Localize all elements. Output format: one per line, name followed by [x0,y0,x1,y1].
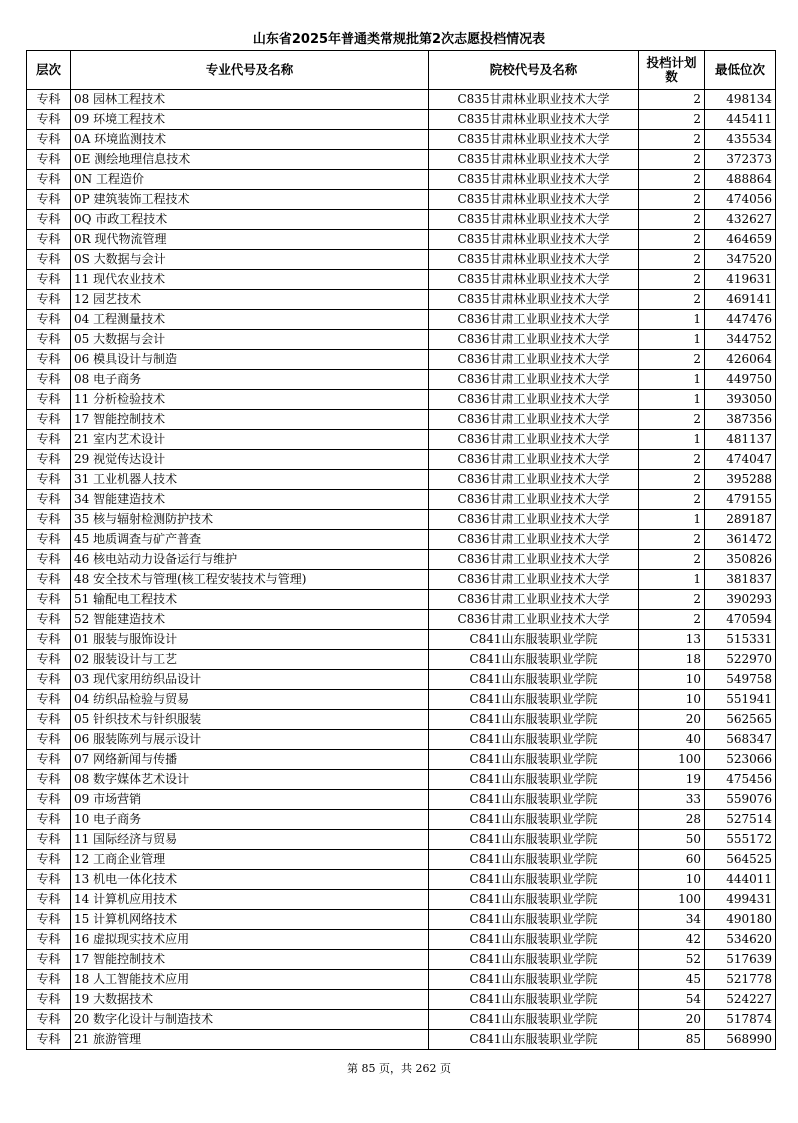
cell-level: 专科 [27,530,71,550]
table-row [27,510,776,530]
cell-level: 专科 [27,330,71,350]
table-row [27,670,776,690]
cell-major: 0N 工程造价 [71,170,429,190]
table-row [27,650,776,670]
cell-rank: 498134 [705,90,776,110]
cell-plan: 54 [639,990,705,1010]
table-row [27,410,776,430]
cell-school: C841山东服装职业学院 [429,870,639,890]
table-row [27,310,776,330]
cell-school: C836甘肃工业职业技术大学 [429,330,639,350]
cell-plan: 40 [639,730,705,750]
cell-school: C836甘肃工业职业技术大学 [429,410,639,430]
cell-plan: 2 [639,130,705,150]
header-school: 院校代号及名称 [429,51,639,90]
cell-plan: 2 [639,490,705,510]
cell-rank: 568347 [705,730,776,750]
cell-rank: 464659 [705,230,776,250]
page-footer: 第 85 页，共 262 页 [347,1062,451,1075]
cell-school: C835甘肃林业职业技术大学 [429,230,639,250]
table-row [27,870,776,890]
cell-major: 17 智能控制技术 [71,950,429,970]
cell-rank: 435534 [705,130,776,150]
cell-level: 专科 [27,170,71,190]
cell-rank: 499431 [705,890,776,910]
cell-major: 20 数字化设计与制造技术 [71,1010,429,1030]
cell-level: 专科 [27,550,71,570]
cell-rank: 426064 [705,350,776,370]
cell-plan: 2 [639,530,705,550]
cell-level: 专科 [27,270,71,290]
cell-rank: 523066 [705,750,776,770]
cell-level: 专科 [27,210,71,230]
cell-school: C841山东服装职业学院 [429,690,639,710]
cell-school: C836甘肃工业职业技术大学 [429,530,639,550]
cell-plan: 2 [639,150,705,170]
cell-plan: 45 [639,970,705,990]
header-plan-label: 投档计划数 [646,55,697,84]
cell-school: C836甘肃工业职业技术大学 [429,610,639,630]
cell-school: C835甘肃林业职业技术大学 [429,210,639,230]
cell-rank: 517874 [705,1010,776,1030]
cell-major: 29 视觉传达设计 [71,450,429,470]
table-row [27,450,776,470]
cell-major: 02 服装设计与工艺 [71,650,429,670]
cell-rank: 419631 [705,270,776,290]
cell-plan: 2 [639,290,705,310]
cell-school: C841山东服装职业学院 [429,850,639,870]
cell-level: 专科 [27,250,71,270]
cell-level: 专科 [27,410,71,430]
cell-plan: 2 [639,450,705,470]
cell-major: 01 服装与服饰设计 [71,630,429,650]
cell-plan: 50 [639,830,705,850]
cell-plan: 1 [639,510,705,530]
cell-rank: 395288 [705,470,776,490]
cell-major: 0P 建筑装饰工程技术 [71,190,429,210]
cell-rank: 481137 [705,430,776,450]
table-row [27,790,776,810]
table-header-row [27,51,776,90]
table-row [27,250,776,270]
cell-level: 专科 [27,910,71,930]
table-row [27,470,776,490]
cell-school: C841山东服装职业学院 [429,810,639,830]
cell-plan: 2 [639,230,705,250]
header-plan [639,51,705,90]
cell-plan: 2 [639,170,705,190]
cell-school: C841山东服装职业学院 [429,770,639,790]
cell-plan: 13 [639,630,705,650]
table-row [27,550,776,570]
table-row [27,970,776,990]
cell-plan: 1 [639,310,705,330]
cell-major: 08 园林工程技术 [71,90,429,110]
cell-school: C835甘肃林业职业技术大学 [429,110,639,130]
cell-school: C841山东服装职业学院 [429,930,639,950]
cell-school: C836甘肃工业职业技术大学 [429,510,639,530]
cell-major: 19 大数据技术 [71,990,429,1010]
cell-school: C841山东服装职业学院 [429,750,639,770]
cell-plan: 28 [639,810,705,830]
table-body [27,90,776,1050]
cell-major: 10 电子商务 [71,810,429,830]
cell-rank: 390293 [705,590,776,610]
cell-major: 52 智能建造技术 [71,610,429,630]
cell-school: C836甘肃工业职业技术大学 [429,490,639,510]
cell-major: 0R 现代物流管理 [71,230,429,250]
table-row [27,630,776,650]
cell-plan: 10 [639,870,705,890]
cell-major: 51 输配电工程技术 [71,590,429,610]
cell-plan: 2 [639,610,705,630]
table-row [27,1030,776,1050]
cell-school: C841山东服装职业学院 [429,650,639,670]
cell-level: 专科 [27,890,71,910]
table-row [27,90,776,110]
cell-rank: 524227 [705,990,776,1010]
cell-rank: 432627 [705,210,776,230]
cell-level: 专科 [27,390,71,410]
cell-rank: 515331 [705,630,776,650]
cell-plan: 2 [639,270,705,290]
table-row [27,210,776,230]
cell-major: 08 电子商务 [71,370,429,390]
table-row [27,230,776,250]
cell-school: C836甘肃工业职业技术大学 [429,550,639,570]
cell-school: C841山东服装职业学院 [429,970,639,990]
cell-plan: 2 [639,250,705,270]
cell-plan: 1 [639,430,705,450]
cell-rank: 361472 [705,530,776,550]
cell-plan: 2 [639,470,705,490]
cell-major: 13 机电一体化技术 [71,870,429,890]
cell-rank: 549758 [705,670,776,690]
table-row [27,490,776,510]
cell-plan: 19 [639,770,705,790]
table-row [27,110,776,130]
cell-major: 0Q 市政工程技术 [71,210,429,230]
cell-major: 06 模具设计与制造 [71,350,429,370]
cell-major: 07 网络新闻与传播 [71,750,429,770]
cell-rank: 568990 [705,1030,776,1050]
table-row [27,270,776,290]
cell-level: 专科 [27,450,71,470]
cell-school: C841山东服装职业学院 [429,730,639,750]
cell-major: 11 分析检验技术 [71,390,429,410]
cell-rank: 527514 [705,810,776,830]
cell-major: 12 园艺技术 [71,290,429,310]
cell-plan: 20 [639,710,705,730]
cell-level: 专科 [27,630,71,650]
table-row [27,910,776,930]
cell-school: C841山东服装职业学院 [429,990,639,1010]
cell-school: C841山东服装职业学院 [429,670,639,690]
cell-level: 专科 [27,670,71,690]
cell-major: 45 地质调查与矿产普查 [71,530,429,550]
cell-plan: 52 [639,950,705,970]
cell-level: 专科 [27,350,71,370]
cell-major: 17 智能控制技术 [71,410,429,430]
cell-rank: 562565 [705,710,776,730]
cell-rank: 289187 [705,510,776,530]
cell-rank: 350826 [705,550,776,570]
cell-plan: 18 [639,650,705,670]
cell-major: 0E 测绘地理信息技术 [71,150,429,170]
cell-major: 05 针织技术与针织服装 [71,710,429,730]
cell-major: 16 虚拟现实技术应用 [71,930,429,950]
cell-plan: 34 [639,910,705,930]
cell-major: 04 纺织品检验与贸易 [71,690,429,710]
cell-level: 专科 [27,310,71,330]
cell-rank: 559076 [705,790,776,810]
cell-school: C841山东服装职业学院 [429,910,639,930]
cell-rank: 387356 [705,410,776,430]
cell-plan: 2 [639,590,705,610]
cell-rank: 381837 [705,570,776,590]
cell-rank: 447476 [705,310,776,330]
admission-table [26,50,776,1050]
cell-plan: 2 [639,190,705,210]
table-row [27,770,776,790]
cell-major: 35 核与辐射检测防护技术 [71,510,429,530]
cell-school: C835甘肃林业职业技术大学 [429,90,639,110]
cell-level: 专科 [27,870,71,890]
cell-level: 专科 [27,690,71,710]
cell-major: 03 现代家用纺织品设计 [71,670,429,690]
cell-school: C836甘肃工业职业技术大学 [429,470,639,490]
cell-major: 08 数字媒体艺术设计 [71,770,429,790]
cell-level: 专科 [27,370,71,390]
cell-school: C841山东服装职业学院 [429,890,639,910]
cell-rank: 393050 [705,390,776,410]
cell-level: 专科 [27,490,71,510]
cell-level: 专科 [27,770,71,790]
cell-rank: 488864 [705,170,776,190]
table-row [27,810,776,830]
table-row [27,390,776,410]
table-row [27,570,776,590]
cell-level: 专科 [27,570,71,590]
cell-school: C835甘肃林业职业技术大学 [429,170,639,190]
header-rank: 最低位次 [705,51,776,90]
cell-level: 专科 [27,970,71,990]
cell-major: 15 计算机网络技术 [71,910,429,930]
cell-level: 专科 [27,1010,71,1030]
cell-level: 专科 [27,590,71,610]
table-row [27,150,776,170]
table-row [27,330,776,350]
cell-rank: 555172 [705,830,776,850]
cell-plan: 1 [639,330,705,350]
cell-major: 21 室内艺术设计 [71,430,429,450]
cell-plan: 2 [639,350,705,370]
table-row [27,990,776,1010]
cell-school: C836甘肃工业职业技术大学 [429,590,639,610]
cell-rank: 347520 [705,250,776,270]
cell-major: 18 人工智能技术应用 [71,970,429,990]
cell-school: C836甘肃工业职业技术大学 [429,390,639,410]
cell-rank: 479155 [705,490,776,510]
cell-major: 12 工商企业管理 [71,850,429,870]
cell-level: 专科 [27,230,71,250]
cell-school: C841山东服装职业学院 [429,710,639,730]
header-major: 专业代号及名称 [71,51,429,90]
cell-level: 专科 [27,790,71,810]
cell-school: C841山东服装职业学院 [429,950,639,970]
cell-plan: 1 [639,390,705,410]
cell-major: 05 大数据与会计 [71,330,429,350]
cell-major: 04 工程测量技术 [71,310,429,330]
cell-plan: 42 [639,930,705,950]
cell-major: 11 国际经济与贸易 [71,830,429,850]
cell-level: 专科 [27,110,71,130]
cell-level: 专科 [27,650,71,670]
cell-plan: 2 [639,410,705,430]
cell-rank: 490180 [705,910,776,930]
cell-level: 专科 [27,290,71,310]
cell-major: 34 智能建造技术 [71,490,429,510]
cell-plan: 10 [639,670,705,690]
table-row [27,290,776,310]
cell-plan: 2 [639,110,705,130]
cell-major: 14 计算机应用技术 [71,890,429,910]
cell-major: 11 现代农业技术 [71,270,429,290]
table-row [27,350,776,370]
table-row [27,590,776,610]
cell-rank: 564525 [705,850,776,870]
cell-level: 专科 [27,190,71,210]
table-row [27,610,776,630]
cell-plan: 85 [639,1030,705,1050]
cell-rank: 470594 [705,610,776,630]
cell-major: 09 市场营销 [71,790,429,810]
table-row [27,730,776,750]
cell-plan: 100 [639,750,705,770]
cell-level: 专科 [27,930,71,950]
cell-rank: 474056 [705,190,776,210]
cell-level: 专科 [27,990,71,1010]
cell-level: 专科 [27,150,71,170]
cell-rank: 469141 [705,290,776,310]
cell-major: 0A 环境监测技术 [71,130,429,150]
table-row [27,190,776,210]
cell-major: 48 安全技术与管理(核工程安装技术与管理) [71,570,429,590]
cell-plan: 1 [639,370,705,390]
cell-plan: 33 [639,790,705,810]
cell-school: C836甘肃工业职业技术大学 [429,430,639,450]
table-row [27,690,776,710]
cell-school: C835甘肃林业职业技术大学 [429,130,639,150]
cell-school: C835甘肃林业职业技术大学 [429,150,639,170]
table-row [27,1010,776,1030]
table-row [27,370,776,390]
cell-rank: 521778 [705,970,776,990]
cell-level: 专科 [27,750,71,770]
table-row [27,430,776,450]
table-row [27,950,776,970]
cell-level: 专科 [27,90,71,110]
cell-major: 46 核电站动力设备运行与维护 [71,550,429,570]
cell-rank: 522970 [705,650,776,670]
cell-level: 专科 [27,610,71,630]
cell-major: 0S 大数据与会计 [71,250,429,270]
table-row [27,750,776,770]
cell-rank: 444011 [705,870,776,890]
table-row [27,890,776,910]
page-title: 山东省2025年普通类常规批第2次志愿投档情况表 [252,32,546,47]
table-row [27,850,776,870]
cell-level: 专科 [27,810,71,830]
cell-plan: 2 [639,550,705,570]
cell-major: 06 服装陈列与展示设计 [71,730,429,750]
cell-school: C841山东服装职业学院 [429,1030,639,1050]
cell-level: 专科 [27,1030,71,1050]
cell-level: 专科 [27,510,71,530]
table-row [27,830,776,850]
cell-rank: 475456 [705,770,776,790]
cell-rank: 344752 [705,330,776,350]
cell-rank: 449750 [705,370,776,390]
table-row [27,170,776,190]
cell-plan: 10 [639,690,705,710]
cell-plan: 20 [639,1010,705,1030]
cell-level: 专科 [27,850,71,870]
cell-plan: 60 [639,850,705,870]
cell-rank: 517639 [705,950,776,970]
cell-rank: 551941 [705,690,776,710]
cell-school: C836甘肃工业职业技术大学 [429,370,639,390]
cell-school: C836甘肃工业职业技术大学 [429,450,639,470]
cell-level: 专科 [27,430,71,450]
cell-school: C841山东服装职业学院 [429,1010,639,1030]
cell-school: C835甘肃林业职业技术大学 [429,250,639,270]
cell-level: 专科 [27,830,71,850]
table-row [27,530,776,550]
cell-school: C836甘肃工业职业技术大学 [429,350,639,370]
cell-plan: 2 [639,210,705,230]
cell-level: 专科 [27,130,71,150]
cell-school: C841山东服装职业学院 [429,830,639,850]
table-row [27,130,776,150]
cell-plan: 100 [639,890,705,910]
cell-level: 专科 [27,730,71,750]
cell-school: C841山东服装职业学院 [429,630,639,650]
cell-school: C841山东服装职业学院 [429,790,639,810]
cell-plan: 2 [639,90,705,110]
cell-school: C835甘肃林业职业技术大学 [429,290,639,310]
cell-major: 31 工业机器人技术 [71,470,429,490]
cell-level: 专科 [27,950,71,970]
cell-major: 21 旅游管理 [71,1030,429,1050]
cell-rank: 534620 [705,930,776,950]
cell-school: C836甘肃工业职业技术大学 [429,570,639,590]
cell-rank: 474047 [705,450,776,470]
cell-rank: 372373 [705,150,776,170]
cell-school: C835甘肃林业职业技术大学 [429,190,639,210]
cell-school: C836甘肃工业职业技术大学 [429,310,639,330]
cell-rank: 445411 [705,110,776,130]
cell-major: 09 环境工程技术 [71,110,429,130]
table-row [27,710,776,730]
header-level: 层次 [27,51,71,90]
cell-level: 专科 [27,470,71,490]
cell-level: 专科 [27,710,71,730]
cell-plan: 1 [639,570,705,590]
table-row [27,930,776,950]
cell-school: C835甘肃林业职业技术大学 [429,270,639,290]
